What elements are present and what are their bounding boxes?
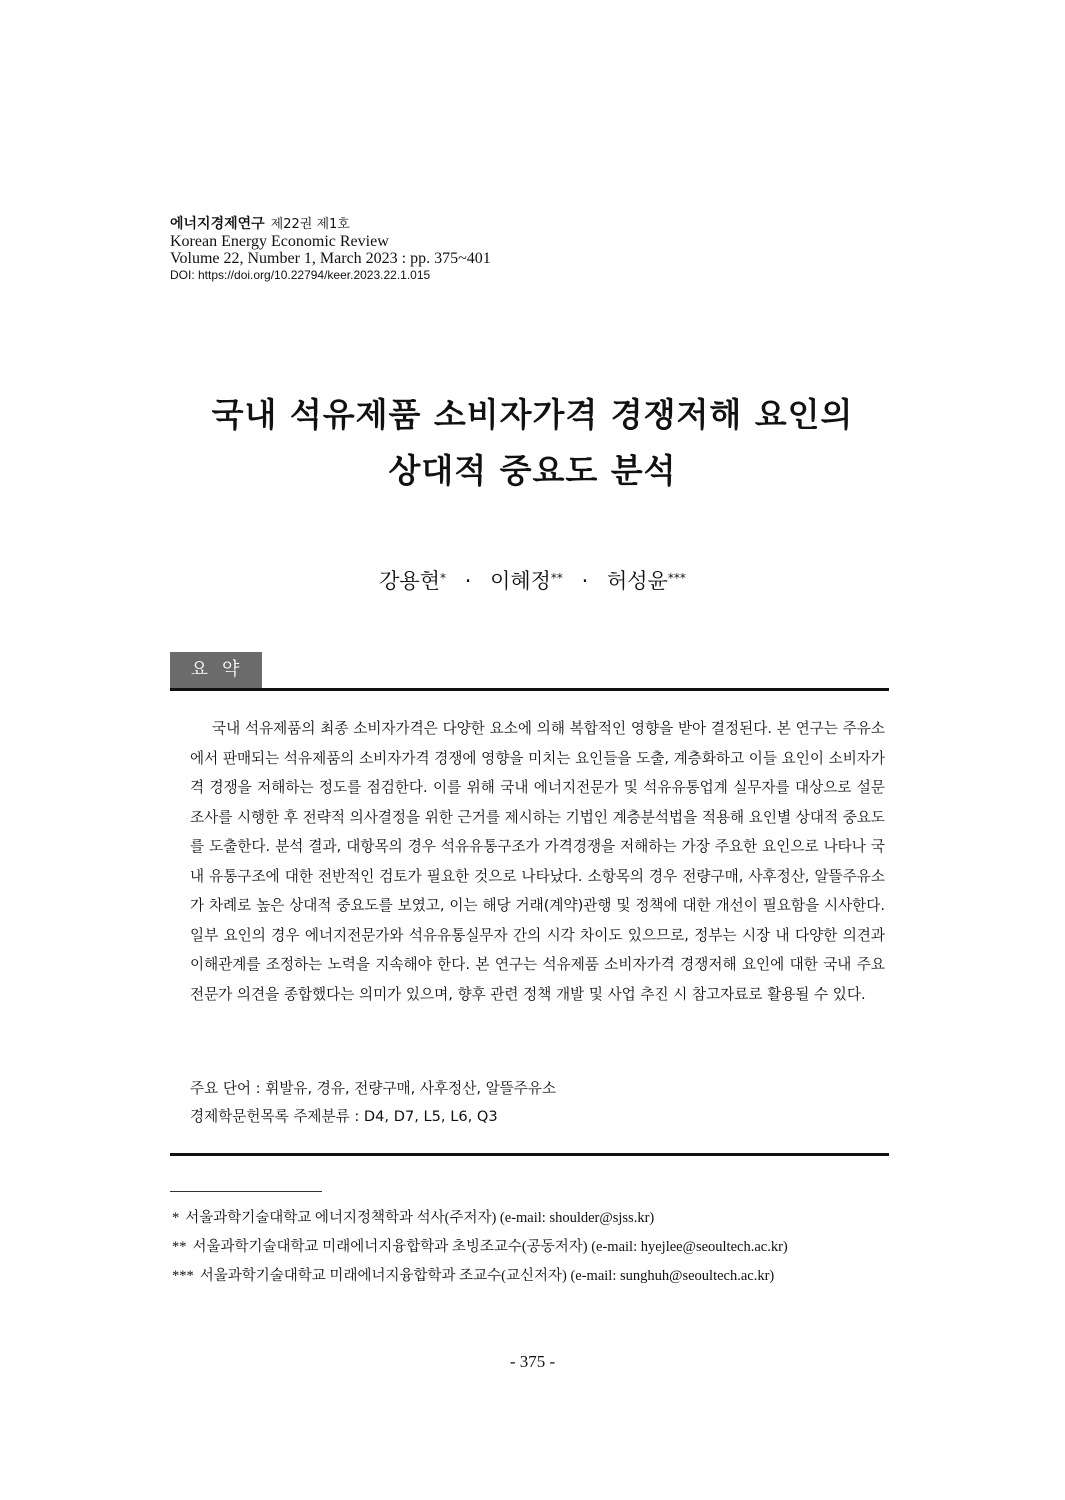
footnote-mark: **: [172, 1239, 187, 1255]
footnote-separator: [170, 1191, 322, 1192]
jel-classification: 경제학문헌목록 주제분류 : D4, D7, L5, L6, Q3: [190, 1108, 498, 1125]
footnote-mark: *: [172, 1210, 180, 1226]
page-number: - 375 -: [509, 1352, 556, 1371]
author-separator: ·: [464, 569, 472, 593]
title-line-2: 상대적 중요도 분석: [388, 451, 677, 490]
journal-volume-korean: 제22권 제1호: [270, 217, 350, 232]
doi-link[interactable]: DOI: https://doi.org/10.22794/keer.2023.22.1.015: [170, 268, 431, 282]
author-footnote-mark: ***: [667, 571, 686, 585]
journal-title-line: [170, 216, 491, 233]
journal-volume-english: Volume 22, Number 1, March 2023 : pp. 375~401: [170, 250, 491, 267]
footnotes: [172, 1204, 912, 1291]
footnote-item: [172, 1204, 912, 1233]
abstract-heading: 요약: [170, 652, 262, 688]
footnote-text: 서울과학기술대학교 미래에너지융합학과 초빙조교수(공동저자) (e-mail: hyejlee@seoultech.ac.kr): [192, 1239, 788, 1255]
author-name: 강용현: [379, 569, 440, 593]
author-footnote-mark: **: [550, 571, 563, 585]
paper-title: [0, 387, 1065, 499]
journal-name-korean: 에너지경제연구: [170, 216, 265, 232]
journal-name-english: Korean Energy Economic Review: [170, 233, 389, 250]
abstract-header: [170, 652, 889, 692]
footnote-text: 서울과학기술대학교 에너지정책학과 석사(주저자) (e-mail: shoulder@sjss.kr): [185, 1210, 655, 1226]
journal-header: [170, 216, 491, 284]
keywords-block: [190, 1075, 556, 1131]
footnote-text: 서울과학기술대학교 미래에너지융합학과 조교수(교신저자) (e-mail: sunghuh@seoultech.ac.kr): [199, 1268, 775, 1284]
abstract-text: 국내 석유제품의 최종 소비자가격은 다양한 요소에 의해 복합적인 영향을 받아 결정된다. 본 연구는 주유소에서 판매되는 석유제품의 소비자가격 경쟁에 영향을 미치는 요인들을 도출, 계층화하고 이들 요인이 소비자가격 경쟁을 저해하는 정도를 점검한다. 이를 위해 국내 에너지전문가 및 석유유통업계 실무자를 대상으로 설문조사를 시행한 후 전략적 의사결정을 위한 근거를 제시하는 기법인 계층분석법을 적용해 요인별 상대적 중요도를 도출한다. 분석 결과, 대항목의 경우 석유유통구조가 가격경쟁을 저해하는 가장 주요한 요인으로 나타나 국내 유통구조에 대한 전반적인 검토가 필요한 것으로 나타났다. 소항목의 경우 전량구매, 사후정산, 알뜰주유소가 차례로 높은 상대적 중요도를 보였고, 이는 해당 거래(계약)관행 및 정책에 대한 개선이 필요함을 시사한다. 일부 요인의 경우 에너지전문가와 석유유통실무자 간의 시각 차이도 있으므로, 정부는 시장 내 다양한 의견과 이해관계를 조정하는 노력을 지속해야 한다. 본 연구는 석유제품 소비자가격 경쟁저해 요인에 대한 국내 주요 전문가 의견을 종합했다는 의미가 있으며, 향후 관련 정책 개발 및 사업 추진 시 참고자료로 활용될 수 있다.: [190, 720, 885, 1003]
author-list: [0, 564, 1065, 598]
footnote-mark: ***: [172, 1268, 194, 1284]
footnote-item: [172, 1233, 912, 1262]
author-name: 허성윤: [606, 569, 668, 593]
abstract-bottom-rule: [170, 1153, 889, 1156]
author-name: 이혜정: [490, 569, 551, 593]
author-separator: ·: [581, 569, 589, 593]
footnote-item: [172, 1262, 912, 1291]
author-footnote-mark: *: [440, 571, 446, 585]
title-line-1: 국내 석유제품 소비자가격 경쟁저해 요인의: [211, 395, 854, 434]
abstract-top-rule: [170, 688, 889, 691]
keywords: 주요 단어 : 휘발유, 경유, 전량구매, 사후정산, 알뜰주유소: [190, 1080, 557, 1097]
